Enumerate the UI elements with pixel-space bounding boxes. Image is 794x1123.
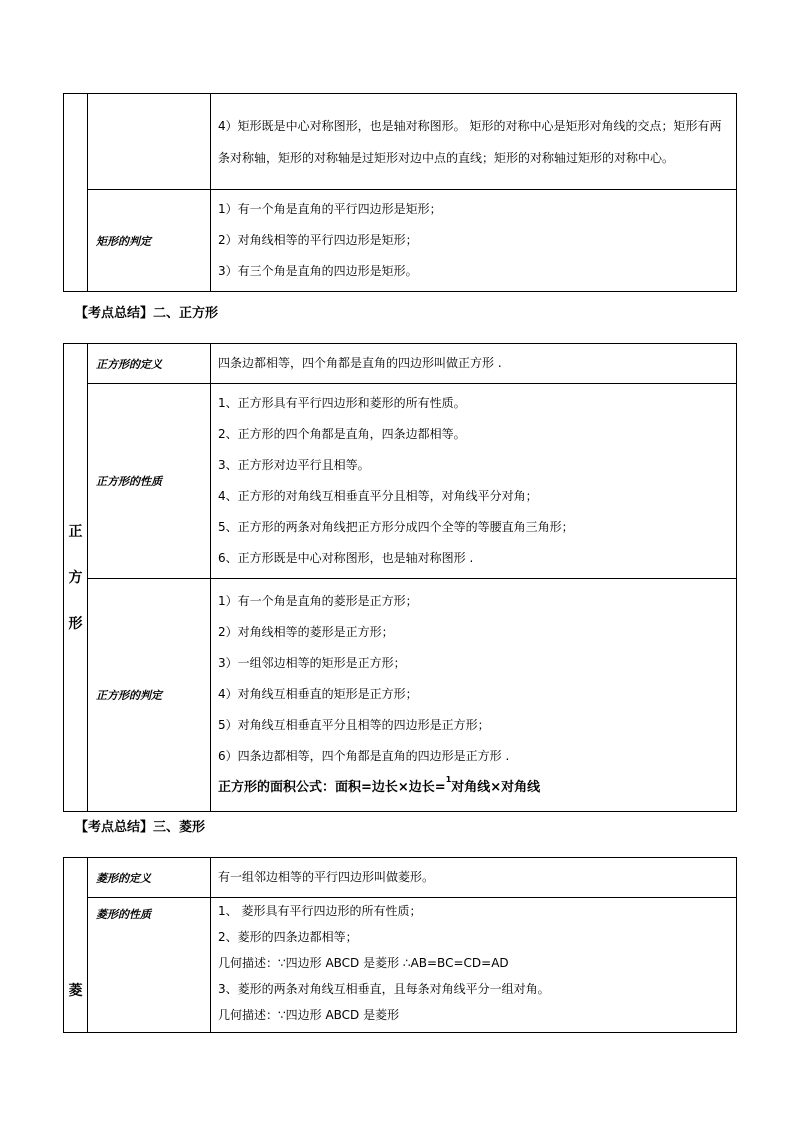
rhombus-definition-text: 有一组邻边相等的平行四边形叫做菱形。	[218, 870, 435, 884]
square-category-char-2: 方	[68, 569, 83, 586]
square-property-5: 5、正方形的两条对角线把正方形分成四个全等的等腰直角三角形；	[218, 520, 574, 534]
rect-judgement-label: 矩形的判定	[88, 190, 211, 292]
rhombus-heading: 【考点总结】三、菱形	[75, 820, 206, 835]
square-definition-label: 正方形的定义	[88, 344, 211, 384]
rhombus-property-label: 菱形的性质	[88, 898, 211, 1033]
square-judgement-5: 5）对角线互相垂直平分且相等的四边形是正方形；	[218, 718, 490, 732]
square-category-cell	[64, 344, 88, 812]
square-property-6: 6、正方形既是中心对称图形，也是轴对称图形 .	[218, 551, 474, 565]
rect-judgement-2: 2）对角线相等的平行四边形是矩形；	[218, 233, 418, 247]
rect-judgement-content	[211, 190, 737, 292]
rhombus-definition-cell	[211, 858, 737, 898]
square-judgement-content	[211, 579, 737, 812]
square-table	[63, 343, 737, 812]
label-cell	[88, 94, 211, 190]
formula-part-2: 对角线×对角线	[451, 780, 541, 795]
rhombus-geometric-description-2: 几何描述：∵四边形 ABCD 是菱形	[218, 1008, 400, 1022]
square-judgement-1: 1）有一个角是直角的菱形是正方形；	[218, 594, 418, 608]
square-area-formula	[218, 772, 728, 804]
category-cell	[64, 94, 88, 292]
square-judgement-2: 2）对角线相等的菱形是正方形；	[218, 625, 394, 639]
rhombus-geometric-description-1: 几何描述：∵四边形 ABCD 是菱形 ∴AB=BC=CD=AD	[218, 956, 509, 970]
square-judgement-3: 3）一组邻边相等的矩形是正方形；	[218, 656, 406, 670]
rect-judgement-1: 1）有一个角是直角的平行四边形是矩形；	[218, 202, 442, 216]
square-property-content	[211, 384, 737, 579]
square-property-4: 4、正方形的对角线互相垂直平分且相等，对角线平分对角；	[218, 489, 538, 503]
square-judgement-label: 正方形的判定	[88, 579, 211, 812]
square-category-char-1: 正	[68, 523, 83, 540]
content-cell	[211, 94, 737, 190]
rhombus-property-1: 1、 菱形具有平行四边形的所有性质；	[218, 904, 422, 918]
square-judgement-4: 4）对角线互相垂直的矩形是正方形；	[218, 687, 418, 701]
square-property-2: 2、正方形的四个角都是直角，四条边都相等。	[218, 427, 466, 441]
rhombus-property-2: 2、菱形的四条边都相等；	[218, 930, 358, 944]
square-property-1: 1、正方形具有平行四边形和菱形的所有性质。	[218, 396, 466, 410]
rhombus-property-3: 3、菱形的两条对角线互相垂直，且每条对角线平分一组对角。	[218, 982, 550, 996]
formula-fraction: 1	[445, 775, 452, 784]
rect-judgement-3: 3）有三个角是直角的四边形是矩形。	[218, 264, 418, 278]
square-property-label: 正方形的性质	[88, 384, 211, 579]
formula-part-1: 正方形的面积公式：面积=边长×边长=	[218, 780, 446, 795]
square-judgement-6: 6）四条边都相等，四个角都是直角的四边形是正方形 .	[218, 749, 510, 763]
square-property-3: 3、正方形对边平行且相等。	[218, 458, 370, 472]
rhombus-table	[63, 857, 737, 1033]
square-heading: 【考点总结】二、正方形	[75, 306, 219, 321]
rhombus-definition-label: 菱形的定义	[88, 858, 211, 898]
rhombus-category-char: 菱	[68, 983, 83, 999]
rectangle-table	[63, 93, 737, 292]
square-definition-cell	[211, 344, 737, 384]
rhombus-property-content	[211, 898, 737, 1033]
rect-property-4: 4）矩形既是中心对称图形，也是轴对称图形。 矩形的对称中心是矩形对角线的交点；矩形有两条对称轴，矩形的对称轴是过矩形对边中点的直线；矩形的对称轴过矩形的对称中心。	[218, 118, 722, 165]
square-category-char-3: 形	[68, 615, 83, 632]
square-definition-text: 四条边都相等，四个角都是直角的四边形叫做正方形 .	[218, 356, 502, 370]
rhombus-category-cell	[64, 858, 88, 1033]
